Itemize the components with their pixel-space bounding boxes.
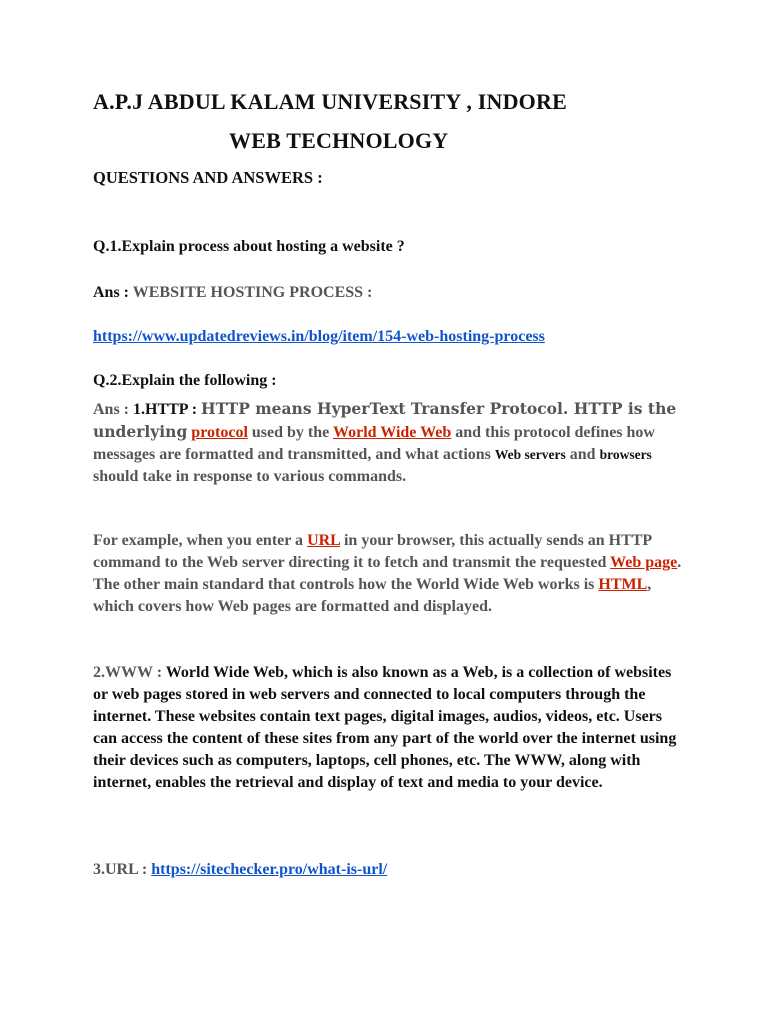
web-servers-text: Web servers	[494, 447, 566, 462]
what-is-url-link[interactable]: https://sitechecker.pro/what-is-url/	[151, 861, 388, 878]
subject-heading: WEB TECHNOLOGY	[229, 128, 449, 153]
browsers-text: browsers	[599, 447, 652, 462]
url-answer	[93, 861, 387, 879]
answer-1	[93, 284, 372, 302]
answer-1-title: WEBSITE HOSTING PROCESS :	[132, 284, 373, 301]
http-text-2: used by the	[251, 424, 330, 441]
web-page-link[interactable]: Web page	[610, 554, 678, 571]
protocol-link[interactable]: protocol	[191, 424, 248, 441]
university-heading: A.P.J ABDUL KALAM UNIVERSITY , INDORE	[93, 89, 567, 114]
answer-label: Ans :	[93, 401, 130, 418]
hosting-process-link[interactable]: https://www.updatedreviews.in/blog/item/154-web-hosting-process	[93, 328, 545, 345]
http-answer-paragraph	[93, 398, 683, 488]
question-2: Q.2.Explain the following :	[93, 372, 277, 389]
question-1: Q.1.Explain process about hosting a website ?	[93, 238, 405, 255]
www-paragraph	[93, 662, 683, 794]
example-text-2: in your browser, this actually sends an HTTP command to the Web server directing it to fetch and transmit the requested	[93, 532, 652, 571]
url-label: 3.URL :	[93, 861, 148, 878]
http-text-5: should take in response to various commands.	[93, 468, 407, 485]
section-heading: QUESTIONS AND ANSWERS :	[93, 168, 323, 187]
example-text-3: . The other main standard that controls how the World Wide Web works is	[93, 554, 682, 593]
example-text-4: , which covers how Web pages are formatted and displayed.	[93, 576, 652, 615]
http-number-label: 1.HTTP :	[133, 401, 198, 418]
world-wide-web-link[interactable]: World Wide Web	[332, 424, 452, 441]
http-text-1: HTTP means HyperText Transfer Protocol. HTTP is the underlying	[93, 399, 677, 441]
example-text-1: For example, when you enter a	[93, 532, 304, 549]
www-label: 2.WWW :	[93, 664, 163, 681]
html-link[interactable]: HTML	[598, 576, 648, 593]
http-example-paragraph	[93, 530, 683, 618]
answer-label: Ans :	[93, 284, 130, 301]
http-text-3: and this protocol defines how messages are formatted and transmitted, and what actions	[93, 424, 655, 463]
http-text-4: and	[569, 446, 596, 463]
www-text: World Wide Web, which is also known as a Web, is a collection of websites or web pages stored in web servers and connected to local computers through the internet. These websites contain text pages, digital images, audios, videos, etc. Users can access the content of these sites from any part of the world over the internet using their devices such as computers, laptops, cell phones, etc. The WWW, along with internet, enables the retrieval and display of text and media to your device.	[93, 664, 677, 791]
url-link[interactable]: URL	[307, 532, 340, 549]
